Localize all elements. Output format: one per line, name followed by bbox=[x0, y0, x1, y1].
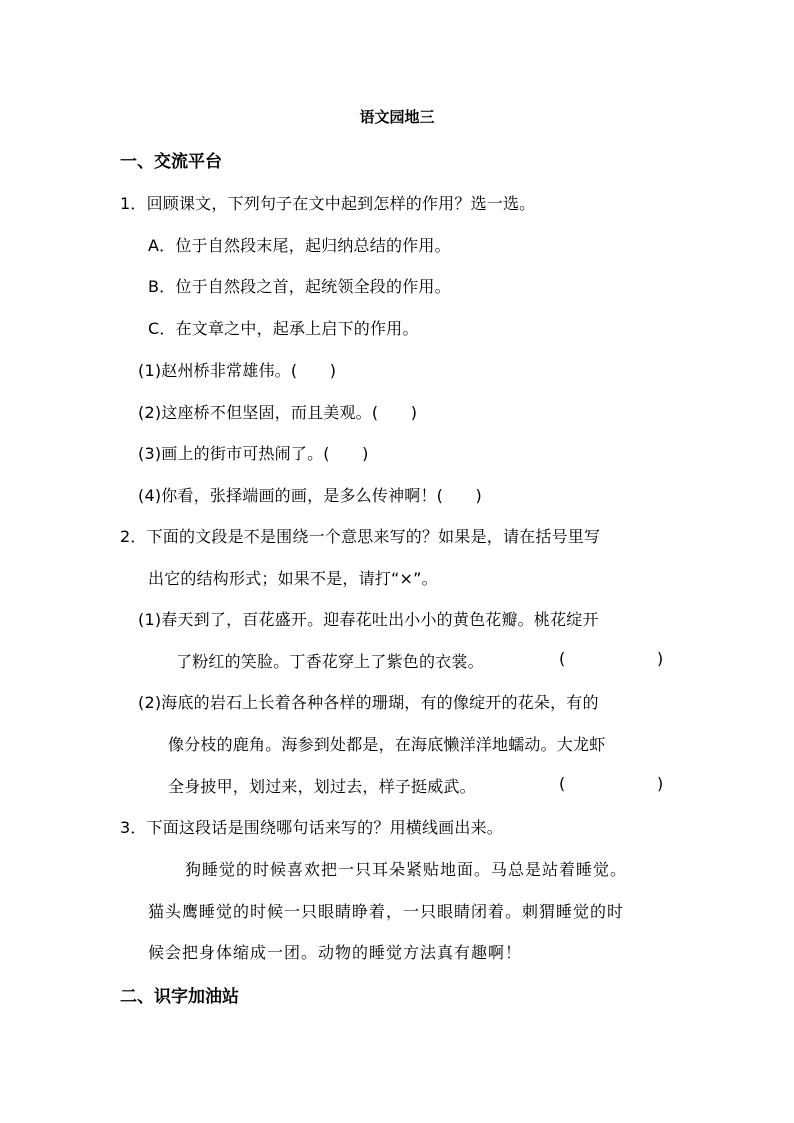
section-heading-2: 二、识字加油站 bbox=[120, 987, 239, 1007]
q2-stem-line-2: 出它的结构形式；如果不是，请打“×”。 bbox=[148, 569, 438, 588]
q2-item-2-line-2: 像分枝的鹿角。海参到处都是，在海底懒洋洋地蠕动。大龙虾 bbox=[168, 735, 606, 754]
q2-item-2-line-1: (2)海底的岩石上长着各种各样的珊瑚，有的像绽开的花朵，有的 bbox=[138, 693, 599, 712]
q1-item-4: (4)你看，张择端画的画，是多么传神啊！( ) bbox=[138, 486, 482, 505]
page-title: 语文园地三 bbox=[359, 108, 435, 126]
section-heading-1: 一、交流平台 bbox=[120, 152, 222, 172]
q2-item-1-answer-open: ( bbox=[559, 649, 566, 668]
q1-option-c: C．在文章之中，起承上启下的作用。 bbox=[148, 319, 419, 338]
q3-passage-line-2: 猫头鹰睡觉的时候一只眼睛睁着，一只眼睛闭着。刺猬睡觉的时 bbox=[148, 902, 625, 921]
q1-stem: 1．回顾课文，下列句子在文中起到怎样的作用？选一选。 bbox=[120, 194, 536, 213]
q3-passage-line-1: 狗睡觉的时候喜欢把一只耳朵紧贴地面。马总是站着睡觉。 bbox=[185, 860, 628, 879]
q2-item-1-line-2: 了粉红的笑脸。丁香花穿上了紫色的衣裳。 bbox=[176, 652, 484, 671]
q2-item-2-line-3: 全身披甲，划过来，划过去，样子挺威武。 bbox=[168, 777, 476, 796]
q2-item-2-answer-open: ( bbox=[559, 774, 566, 793]
q2-item-1-line-1: (1)春天到了，百花盛开。迎春花吐出小小的黄色花瓣。桃花绽开 bbox=[138, 610, 599, 629]
q1-item-3: (3)画上的街市可热闹了。( ) bbox=[138, 444, 369, 463]
q2-stem-line-1: 2．下面的文段是不是围绕一个意思来写的？如果是，请在括号里写 bbox=[120, 527, 601, 546]
q2-item-2-answer-close: ) bbox=[657, 774, 664, 793]
q3-stem: 3．下面这段话是围绕哪句话来写的？用横线画出来。 bbox=[120, 818, 503, 837]
q2-item-1-answer-close: ) bbox=[657, 649, 664, 668]
q3-passage-line-3: 候会把身体缩成一团。动物的睡觉方法真有趣啊！ bbox=[148, 943, 523, 962]
q1-item-2: (2)这座桥不但坚固，而且美观。( ) bbox=[138, 403, 418, 422]
q1-option-a: A．位于自然段末尾，起归纳总结的作用。 bbox=[148, 236, 451, 255]
q1-option-b: B．位于自然段之首，起统领全段的作用。 bbox=[148, 277, 451, 296]
q1-item-1: (1)赵州桥非常雄伟。( ) bbox=[138, 361, 337, 380]
